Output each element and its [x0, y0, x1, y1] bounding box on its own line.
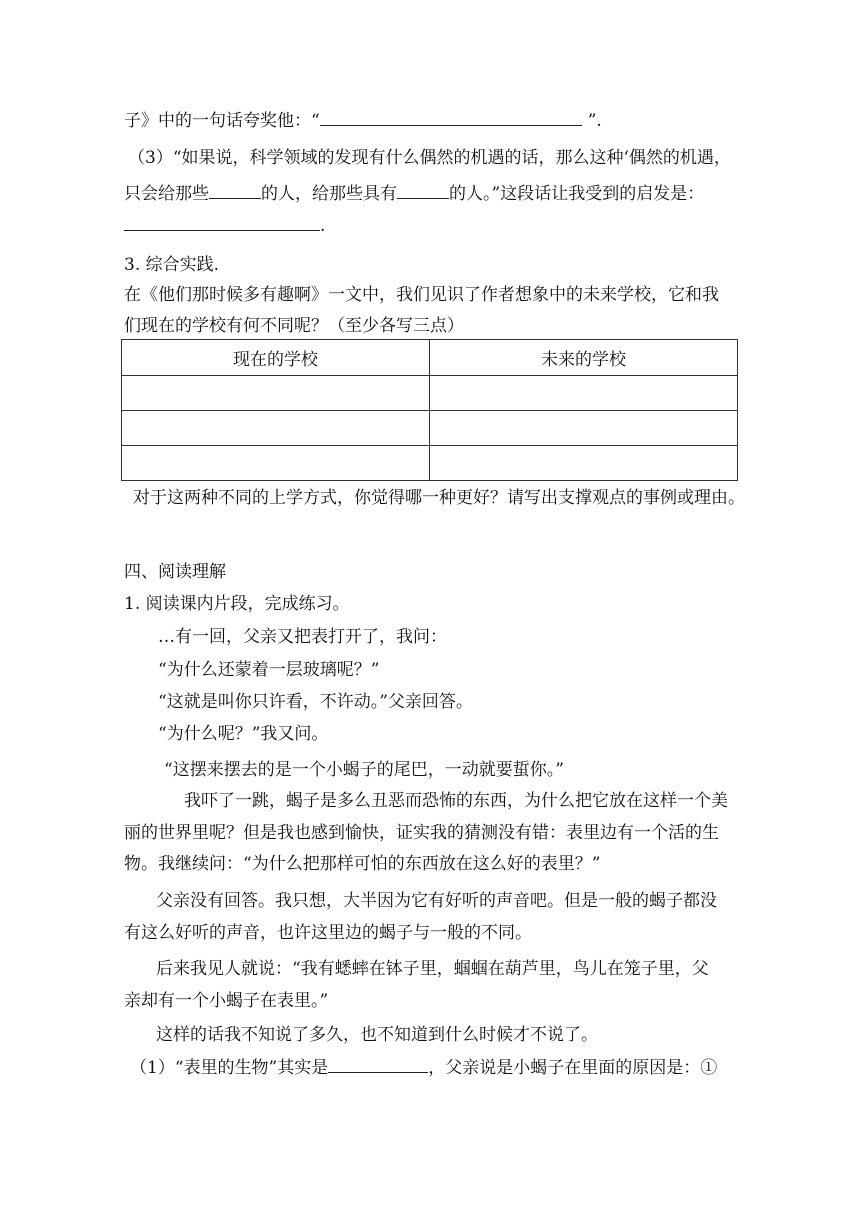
passage-line: 父亲没有回答。我只想，大半因为它有好听的声音吧。但是一般的蝎子都没 [156, 891, 717, 911]
passage-line: 丽的世界里呢？但是我也感到愉快，证实我的猜测没有错：表里边有一个活的生 [124, 823, 719, 843]
table-header-current-school: 现在的学校 [122, 340, 430, 376]
text-line-7: 们现在的学校有何不同呢？（至少各写三点） [124, 316, 464, 336]
line-3-part-b: 的人，给那些具有 [261, 184, 397, 204]
answer-blank[interactable] [124, 216, 320, 231]
table-row [122, 376, 738, 411]
answer-blank[interactable] [328, 1058, 428, 1073]
answer-blank[interactable] [397, 184, 449, 199]
passage-line: 亲却有一个小蝎子在表里。” [124, 991, 329, 1011]
passage-line: …有一回，父亲又把表打开了，我问： [158, 627, 447, 647]
sub-question-1 [130, 1057, 717, 1079]
passage-line: “这摆来摆去的是一个小蝎子的尾巴，一动就要蜇你。” [164, 760, 564, 780]
text-line-1 [124, 110, 602, 132]
passage-line: 后来我见人就说：“我有蟋蟀在钵子里，蝈蝈在葫芦里，鸟儿在笼子里，父 [156, 959, 709, 979]
line-1-prefix: 子》中的一句话夸奖他：“ [124, 111, 320, 131]
comparison-table [121, 339, 738, 481]
table-cell[interactable] [122, 376, 430, 411]
text-line-4 [124, 215, 325, 237]
text-line-2: （3）“如果说，科学领域的发现有什么偶然的机遇的话，那么这种‘偶然的机遇， [128, 148, 731, 168]
table-header-row [122, 340, 738, 376]
line-4-suffix: . [320, 216, 326, 236]
question-heading-1: 1. 阅读课内片段，完成练习。 [124, 594, 350, 614]
section-heading-4: 四、阅读理解 [124, 562, 226, 582]
answer-blank[interactable] [320, 111, 582, 126]
passage-line: “这就是叫你只许看，不许动。”父亲回答。 [158, 692, 473, 712]
text-line-8: 对于这两种不同的上学方式，你觉得哪一种更好？请写出支撑观点的事例或理由。 [133, 488, 745, 508]
sub-question-1-prefix: （1）“表里的生物”其实是 [130, 1058, 329, 1078]
passage-line: 我吓了一跳，蝎子是多么丑恶而恐怖的东西，为什么把它放在这样一个美 [184, 791, 728, 811]
line-3-part-a: 只会给那些 [124, 184, 209, 204]
text-line-6: 在《他们那时候多有趣啊》一文中，我们见识了作者想象中的未来学校，它和我 [124, 285, 719, 305]
table-row [122, 411, 738, 446]
passage-line: 有这么好听的声音，也许这里边的蝎子与一般的不同。 [124, 923, 532, 943]
passage-line: 这样的话我不知说了多久，也不知道到什么时候才不说了。 [156, 1025, 598, 1045]
answer-blank[interactable] [209, 184, 261, 199]
passage-line: “为什么呢？”我又问。 [158, 724, 329, 744]
text-line-3 [124, 183, 704, 205]
passage-line: 物。我继续问：“为什么把那样可怕的东西放在这么好的表里？” [124, 854, 601, 874]
table-cell[interactable] [122, 446, 430, 481]
table-cell[interactable] [430, 446, 738, 481]
sub-question-1-suffix: ，父亲说是小蝎子在里面的原因是：① [428, 1058, 718, 1078]
table-cell[interactable] [122, 411, 430, 446]
line-3-part-c: 的人。”这段话让我受到的启发是： [449, 184, 705, 204]
table-cell[interactable] [430, 411, 738, 446]
table-cell[interactable] [430, 376, 738, 411]
table-row [122, 446, 738, 481]
passage-line: “为什么还蒙着一层玻璃呢？” [158, 660, 380, 680]
section-heading-3: 3. 综合实践. [124, 255, 220, 275]
line-1-suffix: ”. [587, 111, 602, 131]
table-header-future-school: 未来的学校 [430, 340, 738, 376]
